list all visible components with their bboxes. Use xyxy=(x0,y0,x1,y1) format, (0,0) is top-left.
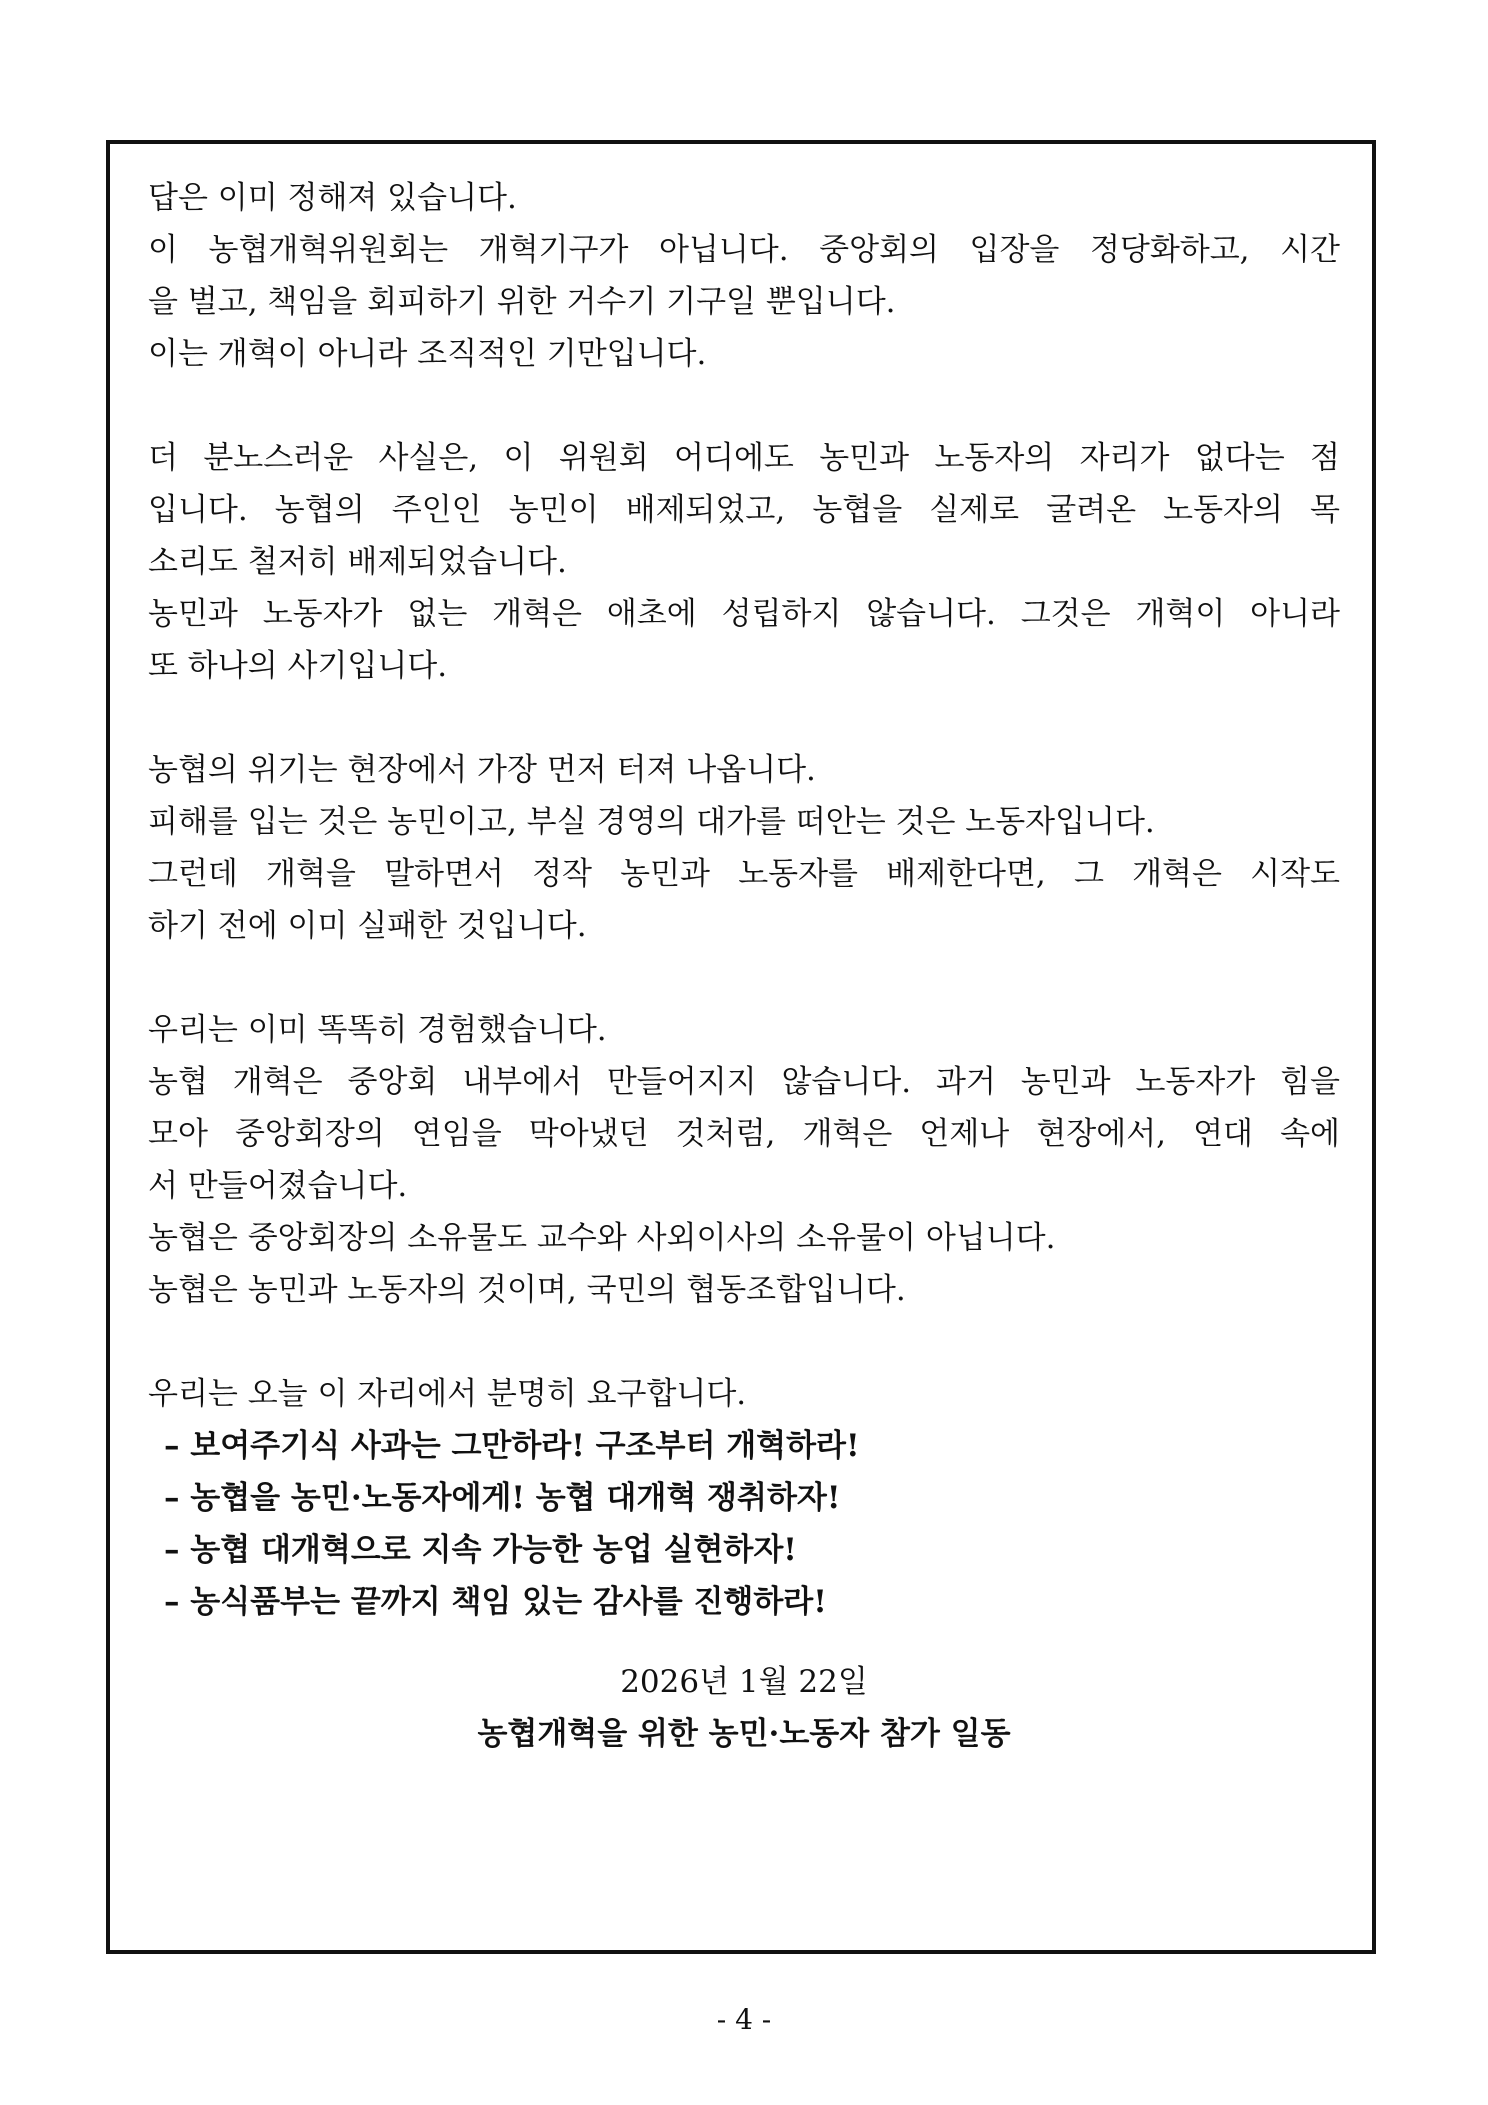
body-text-line: 답은 이미 정해져 있습니다. xyxy=(148,180,517,216)
statement-body xyxy=(148,172,1340,1760)
body-text-line: 우리는 이미 똑똑히 경험했습니다. xyxy=(148,1012,607,1048)
body-text-line: 우리는 오늘 이 자리에서 분명히 요구합니다. xyxy=(148,1376,747,1412)
body-text-line: 그런데 개혁을 말하면서 정작 농민과 노동자를 배제한다면, 그 개혁은 시작도 xyxy=(148,856,1340,892)
body-text-line: 이 농협개혁위원회는 개혁기구가 아닙니다. 중앙회의 입장을 정당화하고, 시간 xyxy=(148,232,1340,268)
body-text-line: 농협은 농민과 노동자의 것이며, 국민의 협동조합입니다. xyxy=(148,1272,906,1308)
statement-frame xyxy=(106,140,1376,1954)
page-number: - 4 - xyxy=(716,2003,772,2036)
body-text-line: 농협은 중앙회장의 소유물도 교수와 사외이사의 소유물이 아닙니다. xyxy=(148,1220,1056,1256)
body-text-line: 피해를 입는 것은 농민이고, 부실 경영의 대가를 떠안는 것은 노동자입니다. xyxy=(148,804,1155,840)
demand-item: – 농식품부는 끝까지 책임 있는 감사를 진행하라! xyxy=(164,1584,827,1620)
body-text-line: 서 만들어졌습니다. xyxy=(148,1168,408,1204)
demand-item: – 농협 대개혁으로 지속 가능한 농업 실현하자! xyxy=(164,1532,797,1568)
body-text-line: 을 벌고, 책임을 회피하기 위한 거수기 기구일 뿐입니다. xyxy=(148,284,896,320)
body-text-line: 입니다. 농협의 주인인 농민이 배제되었고, 농협을 실제로 굴려온 노동자의 목 xyxy=(148,492,1340,528)
demand-item: – 농협을 농민·노동자에게! 농협 대개혁 쟁취하자! xyxy=(164,1480,841,1516)
statement-signer: 농협개혁을 위한 농민·노동자 참가 일동 xyxy=(477,1716,1011,1752)
demand-item: – 보여주기식 사과는 그만하라! 구조부터 개혁하라! xyxy=(164,1428,860,1464)
body-text-line: 또 하나의 사기입니다. xyxy=(148,648,448,684)
body-text-line: 농협 개혁은 중앙회 내부에서 만들어지지 않습니다. 과거 농민과 노동자가 힘을 xyxy=(148,1064,1340,1100)
statement-date: 2026년 1월 22일 xyxy=(620,1664,868,1700)
paragraph-gap xyxy=(148,1316,1340,1368)
body-text-line: 농협의 위기는 현장에서 가장 먼저 터져 나옵니다. xyxy=(148,752,816,788)
paragraph-gap xyxy=(148,380,1340,432)
body-text-line: 모아 중앙회장의 연임을 막아냈던 것처럼, 개혁은 언제나 현장에서, 연대 속에 xyxy=(148,1116,1340,1152)
body-text-line: 이는 개혁이 아니라 조직적인 기만입니다. xyxy=(148,336,707,372)
body-text-line: 더 분노스러운 사실은, 이 위원회 어디에도 농민과 노동자의 자리가 없다는 점 xyxy=(148,440,1340,476)
body-text-line: 농민과 노동자가 없는 개혁은 애초에 성립하지 않습니다. 그것은 개혁이 아니라 xyxy=(148,596,1340,632)
body-text-line: 소리도 철저히 배제되었습니다. xyxy=(148,544,567,580)
paragraph-gap xyxy=(148,692,1340,744)
body-text-line: 하기 전에 이미 실패한 것입니다. xyxy=(148,908,587,944)
paragraph-gap xyxy=(148,952,1340,1004)
